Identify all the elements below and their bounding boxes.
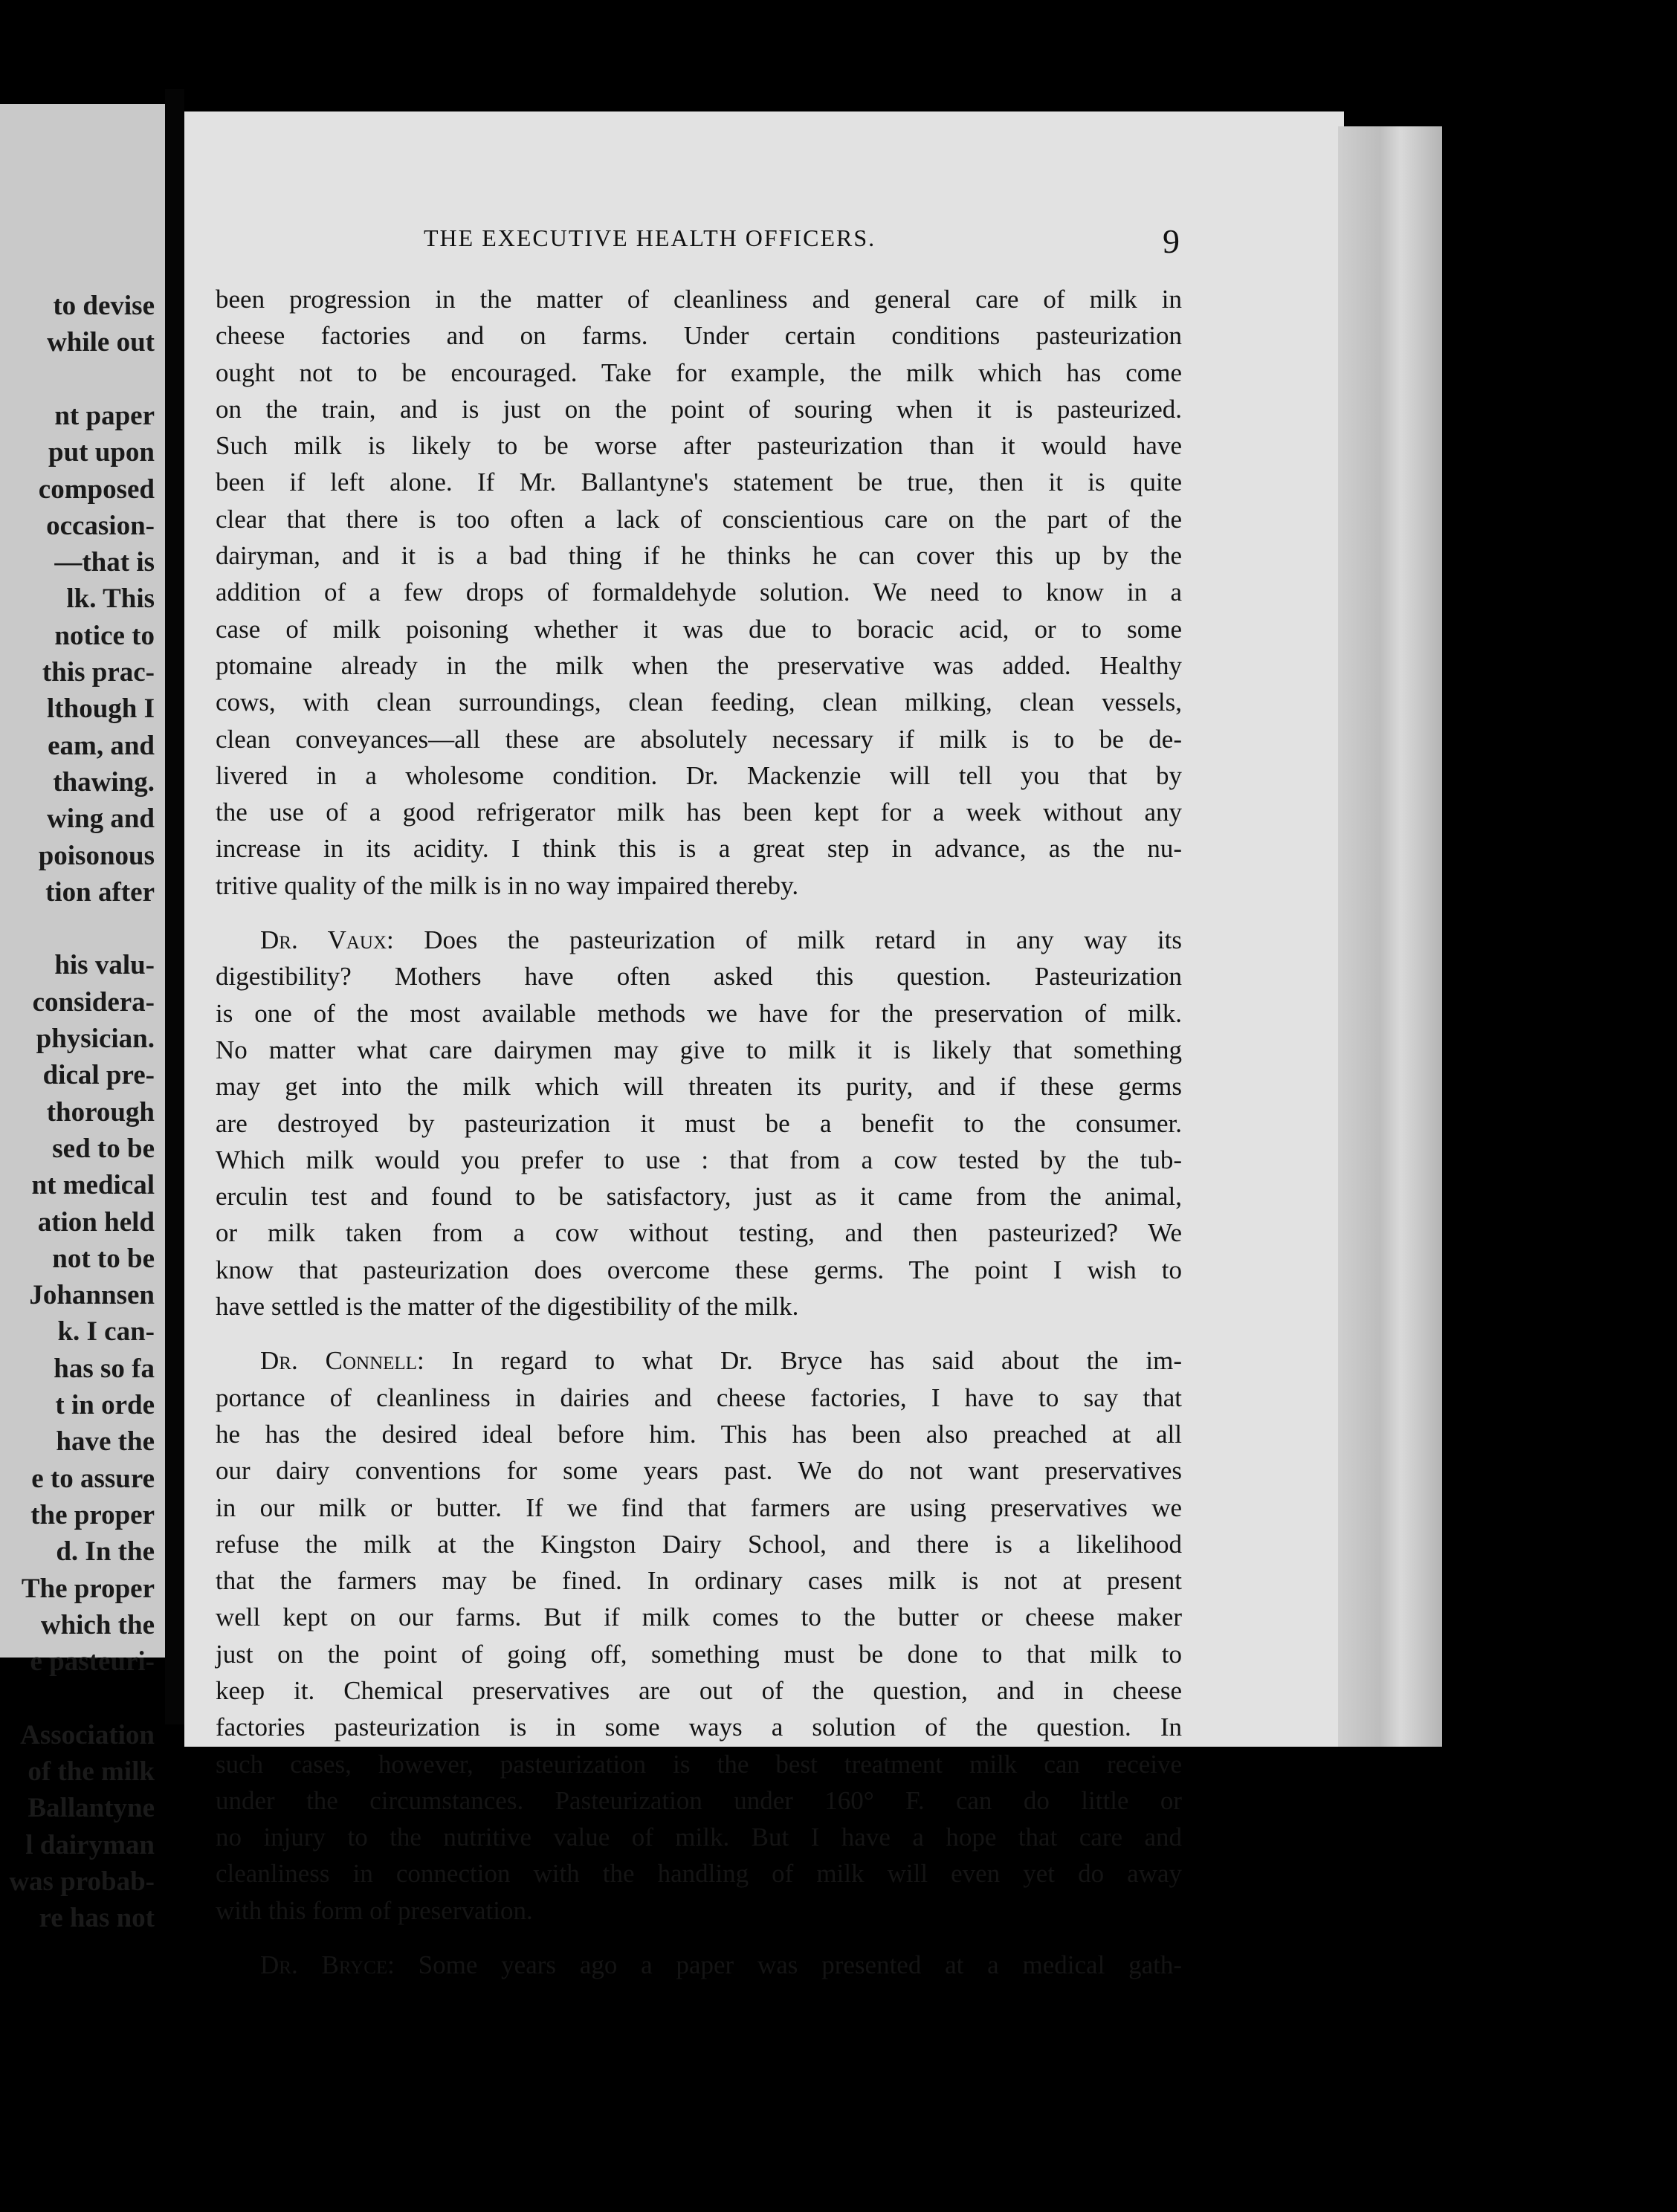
text-line: just on the point of going off, something must be done to that milk to <box>216 1639 1182 1669</box>
text-line: know that pasteurization does overcome these germs. The point I wish to <box>216 1255 1182 1284</box>
paragraph-gap <box>216 1929 1182 1947</box>
text-line: portance of cleanliness in dairies and cheese factories, I have to say that <box>216 1382 1182 1412</box>
text-line: increase in its acidity. I think this is a great step in advance, as the nu- <box>216 834 1182 864</box>
text-line: digestibility? Mothers have often asked this question. Pasteurization <box>216 962 1182 992</box>
text-line <box>216 922 1182 958</box>
speech-text: : Some years ago a paper was presented at a medical gath- <box>387 1950 1182 1980</box>
text-line <box>216 1342 1182 1379</box>
facing-page-line: l dairyman <box>25 1829 155 1860</box>
text-line: Such milk is likely to be worse after pasteurization than it would have <box>216 431 1182 461</box>
facing-page-line: lthough I <box>47 693 155 725</box>
facing-page-line: lk. This <box>66 583 155 615</box>
text-line: erculin test and found to be satisfactory, just as it came from the animal, <box>216 1182 1182 1212</box>
facing-page-line: nt medical <box>31 1170 155 1201</box>
book-gutter <box>165 89 184 1724</box>
text-line: no injury to the nutritive value of milk. But I have a hope that care and <box>216 1823 1182 1852</box>
facing-page-line: sed to be <box>52 1133 155 1164</box>
speaker-name: Dr. Bryce <box>260 1950 388 1980</box>
facing-page-line: ation held <box>37 1206 155 1238</box>
text-line: keep it. Chemical preservatives are out of the question, and in cheese <box>216 1675 1182 1705</box>
facing-page-line: notice to <box>54 620 155 651</box>
facing-page-line: have the <box>56 1426 155 1458</box>
text-line: or milk taken from a cow without testing, and then pasteurized? We <box>216 1218 1182 1248</box>
page-number: 9 <box>1163 222 1180 260</box>
text-line: refuse the milk at the Kingston Dairy School, and there is a likelihood <box>216 1529 1182 1559</box>
facing-page-line: The proper <box>21 1573 155 1604</box>
text-line: cows, with clean surroundings, clean feeding, clean milking, clean vessels, <box>216 688 1182 717</box>
text-line: addition of a few drops of formaldehyde solution. We need to know in a <box>216 578 1182 607</box>
text-line: is one of the most available methods we have for the preservation of milk. <box>216 998 1182 1028</box>
text-line: well kept on our farms. But if milk comes to the butter or cheese maker <box>216 1603 1182 1632</box>
text-line: our dairy conventions for some years past. We do not want preservatives <box>216 1456 1182 1486</box>
text-line: he has the desired ideal before him. This has been also preached at all <box>216 1419 1182 1449</box>
facing-page-line: dical pre- <box>42 1060 155 1091</box>
facing-page-line: of the milk <box>28 1756 155 1787</box>
facing-page-line: e to assure <box>31 1463 155 1494</box>
facing-page-line: his valu- <box>54 950 155 981</box>
speech-text: : In regard to what Dr. Bryce has said about the im- <box>416 1346 1182 1376</box>
text-line: with this form of preservation. <box>216 1895 533 1925</box>
facing-page-line: composed <box>38 473 155 505</box>
speaker-name: Dr. Vaux <box>260 925 387 955</box>
facing-page-line: Ballantyne <box>28 1793 155 1824</box>
text-line: cleanliness in connection with the handling of milk will even yet do away <box>216 1859 1182 1889</box>
text-line: ptomaine already in the milk when the preservative was added. Healthy <box>216 650 1182 680</box>
facing-page-line: which the <box>40 1609 155 1640</box>
page-edges <box>1338 126 1442 1747</box>
text-line: the use of a good refrigerator milk has been kept for a week without any <box>216 798 1182 827</box>
running-title: THE EXECUTIVE HEALTH OFFICERS. <box>424 224 876 251</box>
facing-page-line: eam, and <box>48 730 155 761</box>
speech-text: : Does the pasteurization of milk retard in any way its <box>387 925 1182 955</box>
facing-page-line: considera- <box>32 986 155 1018</box>
paragraph-gap <box>216 1325 1182 1342</box>
facing-page-line: put upon <box>48 437 155 468</box>
facing-page-line: while out <box>47 327 155 358</box>
text-line: under the circumstances. Pasteurization under 160° F. can do little or <box>216 1785 1182 1815</box>
text-line <box>216 1947 1182 1983</box>
text-line: ought not to be encouraged. Take for example, the milk which has come <box>216 358 1182 387</box>
facing-page-line: occasion- <box>46 510 155 541</box>
text-line: tritive quality of the milk is in no way impaired thereby. <box>216 870 799 900</box>
facing-page-line: —that is <box>54 547 155 578</box>
text-line: are destroyed by pasteurization it must be a benefit to the consumer. <box>216 1108 1182 1138</box>
facing-page-line: the proper <box>30 1499 155 1530</box>
facing-page-line: poisonous <box>38 840 155 871</box>
text-line: dairyman, and it is a bad thing if he thinks he can cover this up by the <box>216 541 1182 571</box>
text-line: that the farmers may be fined. In ordinary cases milk is not at present <box>216 1566 1182 1596</box>
text-line: on the train, and is just on the point of souring when it is pasteurized. <box>216 394 1182 424</box>
page-body <box>216 281 1182 1983</box>
text-line: in our milk or butter. If we find that farmers are using preservatives we <box>216 1493 1182 1522</box>
text-line: such cases, however, pasteurization is the best treatment milk can receive <box>216 1749 1182 1779</box>
facing-page-line: thawing. <box>53 766 155 798</box>
facing-page-line: wing and <box>47 803 155 835</box>
facing-page-line: thorough <box>46 1096 155 1128</box>
text-line: been if left alone. If Mr. Ballantyne's statement be true, then it is quite <box>216 468 1182 497</box>
text-line: may get into the milk which will threaten its purity, and if these germs <box>216 1072 1182 1102</box>
text-line: been progression in the matter of cleanliness and general care of milk in <box>216 285 1182 314</box>
paragraph-gap <box>216 904 1182 922</box>
speaker-name: Dr. Connell <box>260 1346 417 1376</box>
facing-page-line: t in orde <box>55 1390 155 1420</box>
text-line: case of milk poisoning whether it was due to boracic acid, or to some <box>216 614 1182 644</box>
facing-page-line: Association <box>20 1719 155 1750</box>
text-line: No matter what care dairymen may give to milk it is likely that something <box>216 1035 1182 1064</box>
text-line: clear that there is too often a lack of conscientious care on the part of the <box>216 504 1182 534</box>
facing-page-line: nt paper <box>54 400 155 431</box>
facing-page-line: d. In the <box>56 1536 155 1568</box>
facing-page-line: e pasteuri- <box>30 1646 155 1678</box>
facing-page-line: Johannsen <box>29 1280 155 1311</box>
text-line: clean conveyances—all these are absolutely necessary if milk is to be de- <box>216 724 1182 754</box>
facing-page-fragment <box>0 104 165 1934</box>
text-line: factories pasteurization is in some ways a solution of the question. In <box>216 1713 1182 1742</box>
facing-page-line: physician. <box>36 1023 155 1054</box>
facing-page-line: not to be <box>52 1243 155 1274</box>
facing-page-line: this prac- <box>42 657 155 688</box>
text-line: livered in a wholesome condition. Dr. Mackenzie will tell you that by <box>216 760 1182 790</box>
facing-page-line: re has not <box>39 1903 155 1934</box>
text-line: cheese factories and on farms. Under certain conditions pasteurization <box>216 321 1182 351</box>
text-line: have settled is the matter of the digestibility of the milk. <box>216 1292 799 1322</box>
facing-page-line: to devise <box>53 291 155 321</box>
facing-page-line: was probab- <box>9 1866 155 1897</box>
text-line: Which milk would you prefer to use : that from a cow tested by the tub- <box>216 1145 1182 1174</box>
facing-page-line: k. I can- <box>57 1316 155 1348</box>
facing-page-line: tion after <box>45 876 155 908</box>
facing-page-line: has so fa <box>54 1353 155 1384</box>
